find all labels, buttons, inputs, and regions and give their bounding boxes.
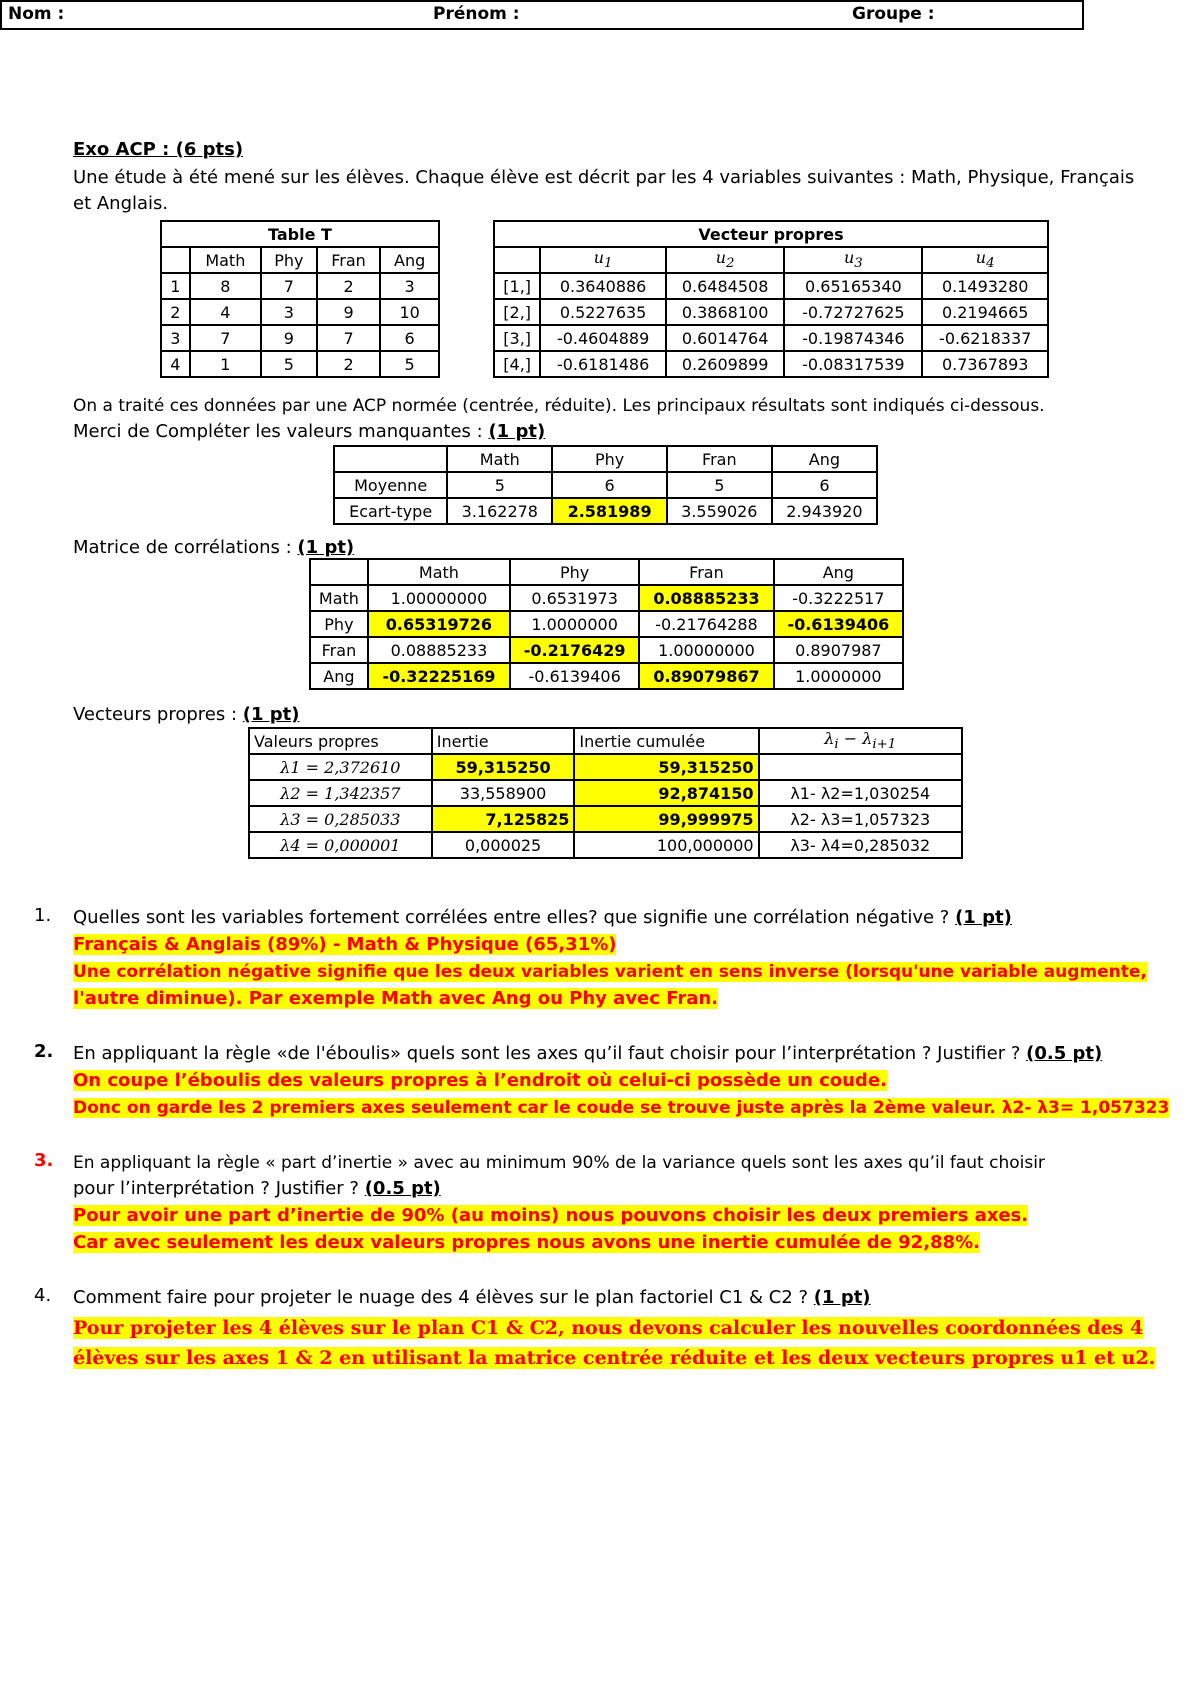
table-cell: 3.162278	[447, 498, 552, 524]
eigvec-title: Vecteur propres	[494, 221, 1048, 247]
table-header: $u_4$	[922, 247, 1048, 273]
prenom-label: Prénom :	[433, 4, 520, 24]
table-cell: [4,]	[494, 351, 540, 377]
table-cell: 2	[161, 299, 190, 325]
table-cell: 0.08885233	[639, 585, 773, 611]
points-label: (1 pt)	[488, 421, 546, 442]
table-row	[249, 806, 962, 832]
table-t-title: Table T	[161, 221, 439, 247]
table-cell: 4	[161, 351, 190, 377]
table-cell: [2,]	[494, 299, 540, 325]
eigenvector-table	[493, 220, 1049, 378]
table-row	[249, 754, 962, 780]
q1-answer-3: l'autre diminue). Par exemple Math avec Ang ou Phy avec Fran.	[73, 988, 719, 1009]
q4-text: Comment faire pour projeter le nuage des 4 élèves sur le plan factoriel C1 & C2 ?	[73, 1287, 809, 1308]
table-cell: -0.19874346	[784, 325, 922, 351]
table-cell: Ang	[310, 663, 368, 689]
q1-text: Quelles sont les variables fortement corrélées entre elles? que signifie une corrélation négative ?	[73, 907, 950, 928]
q1-answer-1: Français & Anglais (89%) - Math & Physique (65,31%)	[73, 934, 617, 955]
table-cell	[310, 559, 368, 585]
para-complete-text: Merci de Compléter les valeurs manquantes :	[73, 421, 483, 442]
table-cell: 0.65165340	[784, 273, 922, 299]
table-header: Fran	[667, 446, 772, 472]
points-label: (1 pt)	[813, 1287, 871, 1308]
table-cell: -0.3222517	[774, 585, 903, 611]
table-cell: 92,874150	[574, 780, 758, 806]
table-cell: 1.0000000	[774, 663, 903, 689]
table-row	[310, 663, 903, 689]
table-cell: -0.32225169	[368, 663, 510, 689]
q3-answer-2: Car avec seulement les deux valeurs propres nous avons une inertie cumulée de 92,88%.	[73, 1232, 980, 1253]
q3-number: 3.	[34, 1150, 54, 1171]
table-cell: 5	[447, 472, 552, 498]
table-cell: -0.6181486	[540, 351, 666, 377]
table-header: Ang	[772, 446, 877, 472]
table-cell: 3.559026	[667, 498, 772, 524]
nom-label: Nom :	[8, 4, 65, 24]
table-cell: -0.08317539	[784, 351, 922, 377]
table-row	[161, 299, 439, 325]
table-cell: -0.21764288	[639, 611, 773, 637]
table-cell	[759, 754, 962, 780]
table-cell: 3	[261, 299, 317, 325]
table-cell: 0.2609899	[666, 351, 784, 377]
table-cell: 2	[317, 351, 380, 377]
table-cell: 6	[772, 472, 877, 498]
table-cell: 6	[380, 325, 439, 351]
table-row	[249, 832, 962, 858]
table-cell: λ3- λ4=0,285032	[759, 832, 962, 858]
table-cell: 9	[261, 325, 317, 351]
vp-title	[73, 702, 300, 728]
table-cell: 100,000000	[574, 832, 758, 858]
table-cell: 0.7367893	[922, 351, 1048, 377]
table-cell: 5	[667, 472, 772, 498]
table-cell	[161, 247, 190, 273]
eigenvalues-table	[248, 727, 963, 859]
table-row	[494, 351, 1048, 377]
table-cell: 0.65319726	[368, 611, 510, 637]
q2-answer-1: On coupe l’éboulis des valeurs propres à l’endroit où celui-ci possède un coude.	[73, 1070, 887, 1091]
table-cell: 0,000025	[432, 832, 575, 858]
table-cell: Ecart-type	[334, 498, 447, 524]
table-t	[160, 220, 440, 378]
table-cell: λ1- λ2=1,030254	[759, 780, 962, 806]
para-complete	[73, 419, 545, 445]
table-cell: -0.6139406	[774, 611, 903, 637]
table-cell: λ1 = 2,372610	[249, 754, 432, 780]
table-row	[494, 325, 1048, 351]
table-row	[249, 780, 962, 806]
table-cell: 1	[190, 351, 261, 377]
table-row	[494, 273, 1048, 299]
q3-question	[73, 1176, 441, 1202]
table-header: Phy	[552, 446, 666, 472]
table-cell: 5	[261, 351, 317, 377]
table-header: Fran	[639, 559, 773, 585]
points-label: (1 pt)	[242, 704, 300, 725]
table-cell: 59,315250	[574, 754, 758, 780]
table-cell: λ3 = 0,285033	[249, 806, 432, 832]
q3-text-1: En appliquant la règle « part d’inertie » avec au minimum 90% de la variance quels sont les axes qu’il faut choisir	[73, 1153, 1045, 1173]
q1-answer-2: Une corrélation négative signifie que les deux variables varient en sens inverse (lorsqu'une variable augmente,	[73, 962, 1147, 982]
table-cell: -0.6218337	[922, 325, 1048, 351]
table-cell: 4	[190, 299, 261, 325]
table-cell: 3	[380, 273, 439, 299]
table-row	[310, 637, 903, 663]
groupe-label: Groupe :	[852, 4, 935, 24]
table-cell	[494, 247, 540, 273]
table-cell: 0.89079867	[639, 663, 773, 689]
table-cell: Math	[310, 585, 368, 611]
table-cell: Moyenne	[334, 472, 447, 498]
table-cell: 9	[317, 299, 380, 325]
table-header: Math	[190, 247, 261, 273]
table-cell: -0.4604889	[540, 325, 666, 351]
table-cell: 5	[380, 351, 439, 377]
q2-text: En appliquant la règle «de l'éboulis» quels sont les axes qu’il faut choisir pour l’interprétation ? Justifier ?	[73, 1043, 1021, 1064]
table-cell: 1.00000000	[368, 585, 510, 611]
table-header: $u_1$	[540, 247, 666, 273]
q2-answer-2: Donc on garde les 2 premiers axes seulement car le coude se trouve juste après la 2ème valeur. λ2- λ3= 1,057323	[73, 1098, 1170, 1118]
table-cell: 1.00000000	[639, 637, 773, 663]
q1-question	[73, 905, 1012, 931]
table-header: $\lambda_i - \lambda_{i+1}$	[759, 728, 962, 754]
table-cell: 33,558900	[432, 780, 575, 806]
points-label: (0.5 pt)	[1026, 1043, 1103, 1064]
table-header: Fran	[317, 247, 380, 273]
table-cell: 2	[317, 273, 380, 299]
vp-title-text: Vecteurs propres :	[73, 704, 238, 725]
table-cell: -0.2176429	[510, 637, 639, 663]
table-cell: 6	[552, 472, 666, 498]
q4-question	[73, 1285, 871, 1311]
table-cell: 0.8907987	[774, 637, 903, 663]
table-cell: 99,999975	[574, 806, 758, 832]
table-row	[334, 472, 877, 498]
points-label: (0.5 pt)	[364, 1178, 441, 1199]
correlation-table	[309, 558, 904, 690]
table-header: Math	[368, 559, 510, 585]
table-row	[161, 351, 439, 377]
header-box	[0, 0, 1084, 30]
table-cell: 2.581989	[552, 498, 666, 524]
points-label: (1 pt)	[297, 537, 355, 558]
table-header: $u_2$	[666, 247, 784, 273]
table-cell: 0.1493280	[922, 273, 1048, 299]
table-row	[494, 299, 1048, 325]
stats-table	[333, 445, 878, 525]
table-header: $u_3$	[784, 247, 922, 273]
table-cell: 1	[161, 273, 190, 299]
table-row	[334, 498, 877, 524]
table-cell: 0.6531973	[510, 585, 639, 611]
exercise-title: Exo ACP : (6 pts)	[73, 139, 244, 160]
table-cell: Fran	[310, 637, 368, 663]
table-header: Valeurs propres	[249, 728, 432, 754]
q2-question	[73, 1041, 1102, 1067]
q4-answer-2: élèves sur les axes 1 & 2 en utilisant la matrice centrée réduite et les deux vecteurs propres u1 et u2.	[73, 1347, 1156, 1369]
table-header: Ang	[774, 559, 903, 585]
table-cell: -0.72727625	[784, 299, 922, 325]
table-cell: 3	[161, 325, 190, 351]
corr-title-text: Matrice de corrélations :	[73, 537, 292, 558]
table-cell: λ2- λ3=1,057323	[759, 806, 962, 832]
intro-line-1: Une étude à été mené sur les élèves. Chaque élève est décrit par les 4 variables suivantes : Math, Physique, Français	[73, 167, 1135, 188]
table-cell: 59,315250	[432, 754, 575, 780]
table-cell: 10	[380, 299, 439, 325]
table-cell	[334, 446, 447, 472]
table-row	[310, 611, 903, 637]
table-cell: 0.6484508	[666, 273, 784, 299]
table-cell: λ2 = 1,342357	[249, 780, 432, 806]
table-cell: 7	[190, 325, 261, 351]
table-cell: 7	[261, 273, 317, 299]
q2-number: 2.	[34, 1041, 54, 1062]
table-cell: 7,125825	[432, 806, 575, 832]
table-cell: 1.0000000	[510, 611, 639, 637]
table-cell: 8	[190, 273, 261, 299]
table-cell: [1,]	[494, 273, 540, 299]
q3-text-2: pour l’interprétation ? Justifier ?	[73, 1178, 359, 1199]
q1-number: 1.	[34, 905, 52, 926]
table-cell: 0.3640886	[540, 273, 666, 299]
q4-number: 4.	[34, 1285, 52, 1306]
table-cell: 0.08885233	[368, 637, 510, 663]
table-cell: 0.5227635	[540, 299, 666, 325]
table-row	[310, 585, 903, 611]
table-header: Phy	[510, 559, 639, 585]
table-cell: Phy	[310, 611, 368, 637]
table-cell: -0.6139406	[510, 663, 639, 689]
table-cell: 7	[317, 325, 380, 351]
table-header: Ang	[380, 247, 439, 273]
table-cell: [3,]	[494, 325, 540, 351]
q4-answer-1: Pour projeter les 4 élèves sur le plan C1 & C2, nous devons calculer les nouvelles coordonnées des 4	[73, 1317, 1144, 1339]
table-row	[161, 325, 439, 351]
intro-line-2: et Anglais.	[73, 193, 169, 214]
table-cell: 0.6014764	[666, 325, 784, 351]
table-header: Phy	[261, 247, 317, 273]
para-acp: On a traité ces données par une ACP normée (centrée, réduite). Les principaux résultats sont indiqués ci-dessous.	[73, 396, 1045, 416]
q3-answer-1: Pour avoir une part d’inertie de 90% (au moins) nous pouvons choisir les deux premiers axes.	[73, 1205, 1029, 1226]
table-header: Inertie	[432, 728, 575, 754]
table-cell: λ4 = 0,000001	[249, 832, 432, 858]
table-cell: 0.3868100	[666, 299, 784, 325]
table-header: Math	[447, 446, 552, 472]
table-cell: 0.2194665	[922, 299, 1048, 325]
table-header: Inertie cumulée	[574, 728, 758, 754]
points-label: (1 pt)	[955, 907, 1012, 928]
table-cell: 2.943920	[772, 498, 877, 524]
table-row	[161, 273, 439, 299]
